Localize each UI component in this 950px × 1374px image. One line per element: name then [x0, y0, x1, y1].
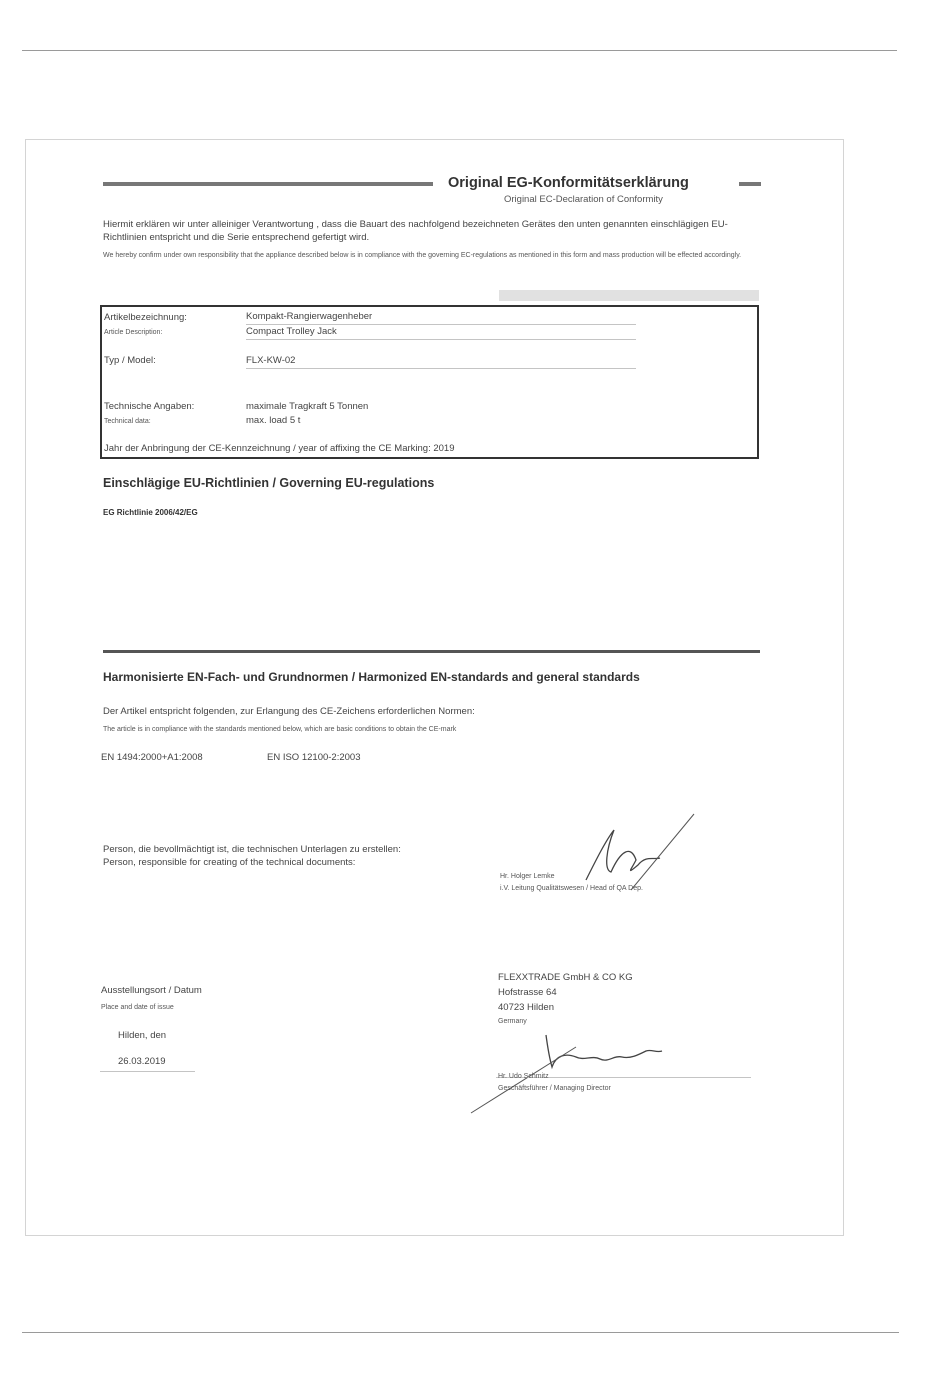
standards-text-de: Der Artikel entspricht folgenden, zur Erlangung des CE-Zeichens erforderlichen Normen: — [103, 706, 475, 717]
issue-label-en: Place and date of issue — [101, 1004, 174, 1011]
company-name: FLEXXTRADE GmbH & CO KG — [498, 972, 633, 983]
model-value: FLX-KW-02 — [246, 355, 296, 366]
bottom-divider — [22, 1332, 899, 1333]
article-label-de: Artikelbezeichnung: — [104, 312, 187, 323]
tech-label-en: Technical data: — [104, 418, 151, 425]
responsible-text-en: Person, responsible for creating of the technical documents: — [103, 857, 356, 868]
tech-value-de: maximale Tragkraft 5 Tonnen — [246, 401, 369, 412]
declaration-document — [25, 139, 844, 1236]
tech-label-de: Technische Angaben: — [104, 401, 195, 412]
qa-signer-name: Hr. Holger Lemke — [500, 873, 555, 880]
issue-place: Hilden, den — [118, 1030, 167, 1041]
intro-text-en: We hereby confirm under own responsibility that the appliance described below is in compliance with the governing EC-regulations as mentioned in this form and mass production will be effected accordingly. — [103, 252, 742, 259]
directive-ref: EG Richtlinie 2006/42/EG — [103, 508, 198, 517]
tech-value-en: max. load 5 t — [246, 415, 301, 426]
intro-text-de: Hiermit erklären wir unter alleiniger Verantwortung , dass die Bauart des nachfolgend bezeichneten Gerätes den unten genannten einschlägigen EU-Richtlinien entspricht und die Serie entsprechend gefertigt wird. — [103, 219, 728, 243]
qa-signer-role: i.V. Leitung Qualitätswesen / Head of QA Dep. — [500, 885, 643, 892]
standard-item: EN 1494:2000+A1:2008 — [101, 752, 203, 763]
document-title: Original EG-Konformitätserklärung — [448, 175, 689, 191]
issue-label-de: Ausstellungsort / Datum — [101, 985, 202, 996]
director-signature — [466, 1025, 676, 1115]
director-role: Geschäftsführer / Managing Director — [498, 1085, 611, 1092]
company-country: Germany — [498, 1018, 527, 1025]
standards-heading: Harmonisierte EN-Fach- und Grundnormen / Harmonized EN-standards and general standards — [103, 670, 640, 684]
product-info-box — [100, 305, 759, 459]
director-name: Hr. Udo Schmitz — [498, 1073, 549, 1080]
article-underline-en — [246, 339, 636, 340]
issue-date: 26.03.2019 — [118, 1056, 166, 1067]
article-value-de: Kompakt-Rangierwagenheber — [246, 311, 373, 322]
standards-text-en: The article is in compliance with the standards mentioned below, which are basic conditions to obtain the CE-mark — [103, 726, 457, 733]
ce-marking-year: Jahr der Anbringung der CE-Kennzeichnung / year of affixing the CE Marking: 2019 — [104, 443, 455, 454]
article-value-en: Compact Trolley Jack — [246, 326, 337, 337]
title-bar-right — [739, 182, 761, 186]
section-divider — [103, 650, 760, 653]
title-bar-left — [103, 182, 433, 186]
standard-item: EN ISO 12100-2:2003 — [267, 752, 361, 763]
company-city: 40723 Hilden — [498, 1002, 554, 1013]
top-divider — [22, 50, 897, 51]
header-strip — [499, 290, 759, 301]
regulations-heading: Einschlägige EU-Richtlinien / Governing EU-regulations — [103, 476, 435, 490]
responsible-text-de: Person, die bevollmächtigt ist, die technischen Unterlagen zu erstellen: — [103, 844, 401, 855]
article-underline — [246, 324, 636, 325]
document-subtitle: Original EC-Declaration of Conformity — [504, 194, 663, 205]
model-label: Typ / Model: — [104, 355, 156, 366]
date-underline — [100, 1071, 195, 1072]
model-underline — [246, 368, 636, 369]
article-label-en: Article Description: — [104, 329, 163, 336]
company-street: Hofstrasse 64 — [498, 987, 557, 998]
